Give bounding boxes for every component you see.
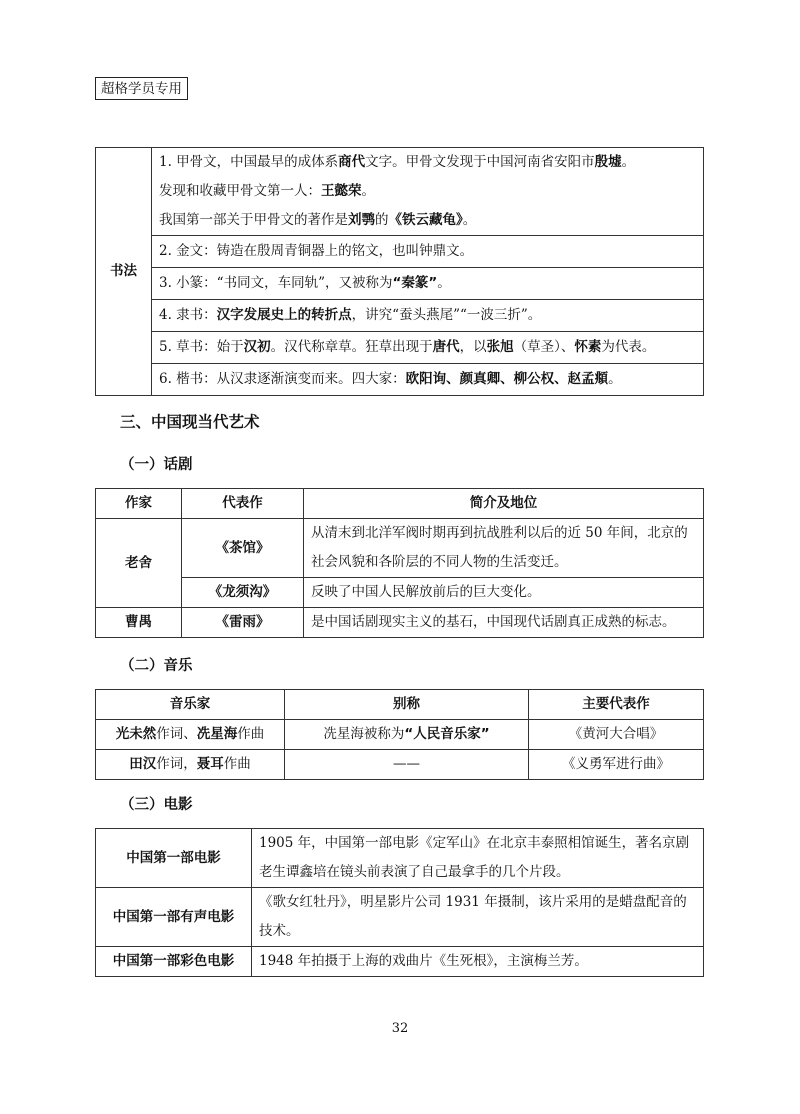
calligraphy-line — [159, 303, 696, 328]
drama-header-row — [96, 489, 704, 519]
calligraphy-line — [159, 271, 696, 296]
body-text: 。 — [462, 212, 477, 228]
musician-name: 冼星海 — [196, 726, 238, 742]
emphasis-text: 汉初 — [243, 339, 271, 355]
music-row — [96, 750, 704, 780]
calligraphy-line — [159, 335, 696, 360]
calligraphy-row — [96, 268, 704, 300]
music-row — [96, 720, 704, 750]
drama-author-caoyu: 曹禺 — [96, 608, 182, 638]
music-work-cell: 《义勇军进行曲》 — [529, 750, 704, 780]
film-row — [96, 888, 704, 947]
body-text: 1. 甲骨文，中国最早的成体系 — [159, 154, 339, 170]
music-header-row — [96, 690, 704, 720]
calligraphy-item — [152, 268, 704, 300]
calligraphy-line — [159, 367, 696, 392]
music-subtitle: （二）音乐 — [120, 658, 193, 674]
body-text: （草圣）、 — [513, 339, 575, 355]
calligraphy-item — [152, 236, 704, 268]
film-table — [95, 828, 704, 977]
film-subtitle: （三）电影 — [120, 797, 193, 813]
emphasis-text: 王懿荣 — [321, 183, 362, 199]
student-badge: 超格学员专用 — [95, 77, 188, 100]
calligraphy-row — [96, 148, 704, 236]
music-alias-cell — [285, 720, 529, 750]
drama-work-thunderstorm: 《雷雨》 — [182, 608, 304, 638]
calligraphy-table — [95, 147, 704, 396]
emphasis-text: 殷墟 — [594, 154, 622, 170]
film-label: 中国第一部有声电影 — [96, 888, 252, 947]
drama-header-author: 作家 — [96, 489, 182, 519]
drama-row — [96, 578, 704, 608]
drama-author-laoshe: 老舍 — [96, 519, 182, 608]
musician-name: 光未然 — [115, 726, 157, 742]
music-musician-cell — [96, 750, 285, 780]
alias-text: 冼星海被称为 — [323, 726, 405, 742]
emphasis-text: 《铁云藏龟》 — [388, 212, 463, 228]
body-text: 文字。甲骨文发现于中国河南省安阳市 — [365, 154, 595, 170]
section-title-modern-art: 三、中国现当代艺术 — [120, 413, 260, 431]
emphasis-text: 汉字发展史上的转折点 — [216, 307, 352, 323]
calligraphy-line — [159, 239, 696, 264]
drama-subtitle: （一）话剧 — [120, 457, 193, 473]
body-text: 2. 金文：铸造在殷周青铜器上的铭文，也叫钟鼎文。 — [159, 243, 474, 259]
drama-row — [96, 608, 704, 638]
emphasis-text: 怀素 — [574, 339, 602, 355]
body-text: 。汉代称章草。狂草出现于 — [270, 339, 433, 355]
body-text: 。 — [361, 183, 375, 199]
musician-role: 作词、 — [156, 726, 197, 742]
music-table — [95, 689, 704, 780]
calligraphy-item — [152, 148, 704, 236]
body-text: 4. 隶书： — [159, 307, 217, 323]
film-label: 中国第一部电影 — [96, 829, 252, 888]
calligraphy-row — [96, 300, 704, 332]
calligraphy-line — [159, 148, 696, 177]
body-text: ，讲究“蚕头燕尾”“一波三折”。 — [351, 307, 542, 323]
page-number: 32 — [391, 1021, 409, 1036]
drama-work-longxugou: 《龙须沟》 — [182, 578, 304, 608]
body-text: 我国第一部关于甲骨文的著作是 — [159, 212, 348, 228]
music-alias-cell: —— — [285, 750, 529, 780]
music-musician-cell — [96, 720, 285, 750]
alias-name: “人民音乐家” — [404, 726, 490, 742]
body-text: 3. 小篆：“书同文，车同轨”，又被称为 — [159, 275, 393, 291]
musician-role: 作曲 — [237, 726, 265, 742]
calligraphy-row — [96, 364, 704, 396]
calligraphy-item — [152, 364, 704, 396]
emphasis-text: 张旭 — [486, 339, 514, 355]
drama-work-teahouse: 《茶馆》 — [182, 519, 304, 578]
musician-name: 聂耳 — [196, 756, 224, 772]
body-text: ，以 — [459, 339, 487, 355]
emphasis-text: 欧阳询、颜真卿、柳公权、赵孟頫 — [405, 371, 609, 387]
emphasis-text: 刘鹗 — [348, 212, 375, 228]
calligraphy-item — [152, 300, 704, 332]
emphasis-text: 商代 — [338, 154, 366, 170]
body-text: 发现和收藏甲骨文第一人： — [159, 183, 321, 199]
music-header-work: 主要代表作 — [529, 690, 704, 720]
film-row — [96, 947, 704, 977]
body-text: 。 — [608, 371, 622, 387]
body-text: 5. 草书：始于 — [159, 339, 244, 355]
music-header-musician: 音乐家 — [96, 690, 285, 720]
body-text: 。 — [437, 275, 451, 291]
emphasis-text: “秦篆” — [392, 275, 438, 291]
musician-role: 作曲 — [223, 756, 251, 772]
calligraphy-line — [159, 206, 696, 235]
body-text: 为代表。 — [601, 339, 656, 355]
drama-header-desc: 简介及地位 — [304, 489, 704, 519]
calligraphy-category-label: 书法 — [96, 148, 152, 396]
film-desc: 1948 年拍摄于上海的戏曲片《生死根》，主演梅兰芳。 — [252, 947, 704, 977]
body-text: 的 — [375, 212, 389, 228]
film-desc: 《歌女红牡丹》，明星影片公司 1931 年摄制，该片采用的是蜡盘配音的技术。 — [252, 888, 704, 947]
body-text: 。 — [621, 154, 636, 170]
emphasis-text: 唐代 — [432, 339, 460, 355]
calligraphy-line — [159, 177, 696, 206]
drama-table — [95, 488, 704, 638]
drama-desc-longxugou: 反映了中国人民解放前后的巨大变化。 — [304, 578, 704, 608]
film-row — [96, 829, 704, 888]
body-text: 6. 楷书：从汉隶逐渐演变而来。四大家： — [159, 371, 406, 387]
calligraphy-row — [96, 236, 704, 268]
musician-role: 作词， — [156, 756, 197, 772]
drama-desc-thunderstorm: 是中国话剧现实主义的基石，中国现代话剧真正成熟的标志。 — [304, 608, 704, 638]
drama-desc-teahouse: 从清末到北洋军阀时期再到抗战胜利以后的近 50 年间，北京的社会风貌和各阶层的不同人物的生活变迁。 — [304, 519, 704, 578]
drama-header-work: 代表作 — [182, 489, 304, 519]
calligraphy-row — [96, 332, 704, 364]
drama-row — [96, 519, 704, 578]
film-label: 中国第一部彩色电影 — [96, 947, 252, 977]
music-header-alias: 别称 — [285, 690, 529, 720]
musician-name: 田汉 — [129, 756, 157, 772]
film-desc: 1905 年，中国第一部电影《定军山》在北京丰泰照相馆诞生，著名京剧老生谭鑫培在镜头前表演了自己最拿手的几个片段。 — [252, 829, 704, 888]
music-work-cell: 《黄河大合唱》 — [529, 720, 704, 750]
calligraphy-item — [152, 332, 704, 364]
